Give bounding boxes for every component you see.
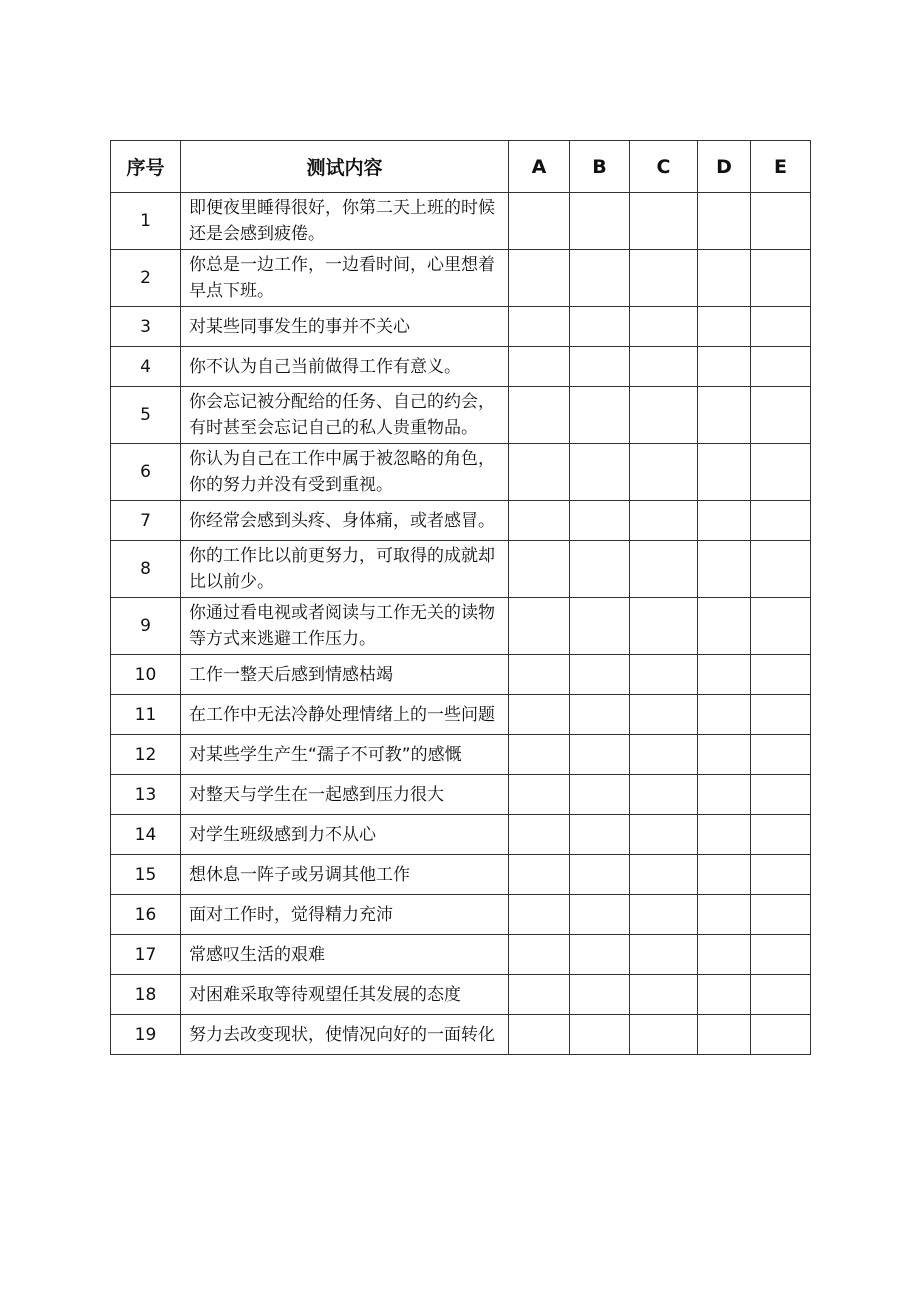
answer-cell-e[interactable]: [751, 975, 811, 1015]
answer-cell-b[interactable]: [570, 501, 630, 541]
row-content: 对某些同事发生的事并不关心: [181, 307, 509, 347]
answer-cell-c[interactable]: [630, 541, 698, 598]
answer-cell-b[interactable]: [570, 695, 630, 735]
answer-cell-a[interactable]: [509, 1015, 570, 1055]
header-option-a: A: [509, 141, 570, 193]
row-content: 努力去改变现状，使情况向好的一面转化: [181, 1015, 509, 1055]
answer-cell-b[interactable]: [570, 1015, 630, 1055]
answer-cell-c[interactable]: [630, 735, 698, 775]
answer-cell-d[interactable]: [698, 193, 751, 250]
answer-cell-c[interactable]: [630, 655, 698, 695]
answer-cell-c[interactable]: [630, 501, 698, 541]
row-number: 15: [111, 855, 181, 895]
answer-cell-d[interactable]: [698, 598, 751, 655]
answer-cell-e[interactable]: [751, 895, 811, 935]
table-row: [111, 250, 811, 307]
answer-cell-c[interactable]: [630, 935, 698, 975]
row-content: 你通过看电视或者阅读与工作无关的读物等方式来逃避工作压力。: [181, 598, 509, 655]
answer-cell-b[interactable]: [570, 815, 630, 855]
table-row: [111, 655, 811, 695]
answer-cell-c[interactable]: [630, 775, 698, 815]
answer-cell-d[interactable]: [698, 735, 751, 775]
row-content: 你总是一边工作，一边看时间，心里想着早点下班。: [181, 250, 509, 307]
answer-cell-b[interactable]: [570, 541, 630, 598]
table-row: [111, 695, 811, 735]
answer-cell-d[interactable]: [698, 307, 751, 347]
answer-cell-d[interactable]: [698, 387, 751, 444]
answer-cell-c[interactable]: [630, 1015, 698, 1055]
row-content: 你的工作比以前更努力，可取得的成就却比以前少。: [181, 541, 509, 598]
row-number: 11: [111, 695, 181, 735]
answer-cell-e[interactable]: [751, 695, 811, 735]
table-row: [111, 541, 811, 598]
answer-cell-e[interactable]: [751, 541, 811, 598]
table-row: [111, 387, 811, 444]
answer-cell-e[interactable]: [751, 855, 811, 895]
row-number: 6: [111, 444, 181, 501]
row-content: 你不认为自己当前做得工作有意义。: [181, 347, 509, 387]
answer-cell-a[interactable]: [509, 193, 570, 250]
row-content: 你会忘记被分配给的任务、自己的约会，有时甚至会忘记自己的私人贵重物品。: [181, 387, 509, 444]
answer-cell-a[interactable]: [509, 815, 570, 855]
answer-cell-c[interactable]: [630, 598, 698, 655]
answer-cell-e[interactable]: [751, 444, 811, 501]
answer-cell-a[interactable]: [509, 541, 570, 598]
answer-cell-e[interactable]: [751, 501, 811, 541]
answer-cell-a[interactable]: [509, 444, 570, 501]
answer-cell-d[interactable]: [698, 935, 751, 975]
survey-table: [110, 140, 811, 1055]
answer-cell-b[interactable]: [570, 655, 630, 695]
answer-cell-c[interactable]: [630, 695, 698, 735]
row-number: 16: [111, 895, 181, 935]
answer-cell-d[interactable]: [698, 347, 751, 387]
row-content: 对困难采取等待观望任其发展的态度: [181, 975, 509, 1015]
answer-cell-d[interactable]: [698, 501, 751, 541]
answer-cell-a[interactable]: [509, 387, 570, 444]
answer-cell-d[interactable]: [698, 541, 751, 598]
answer-cell-b[interactable]: [570, 250, 630, 307]
row-number: 8: [111, 541, 181, 598]
answer-cell-a[interactable]: [509, 347, 570, 387]
row-number: 13: [111, 775, 181, 815]
table-row: [111, 501, 811, 541]
header-option-b: B: [570, 141, 630, 193]
answer-cell-b[interactable]: [570, 193, 630, 250]
answer-cell-e[interactable]: [751, 193, 811, 250]
answer-cell-d[interactable]: [698, 444, 751, 501]
row-number: 19: [111, 1015, 181, 1055]
answer-cell-c[interactable]: [630, 387, 698, 444]
table-row: [111, 735, 811, 775]
header-content: 测试内容: [181, 141, 509, 193]
answer-cell-a[interactable]: [509, 695, 570, 735]
answer-cell-e[interactable]: [751, 735, 811, 775]
table-row: [111, 975, 811, 1015]
answer-cell-a[interactable]: [509, 975, 570, 1015]
row-number: 14: [111, 815, 181, 855]
answer-cell-d[interactable]: [698, 695, 751, 735]
row-number: 17: [111, 935, 181, 975]
answer-cell-b[interactable]: [570, 598, 630, 655]
table-row: [111, 444, 811, 501]
row-content: 对某些学生产生“孺子不可教”的感慨: [181, 735, 509, 775]
answer-cell-a[interactable]: [509, 855, 570, 895]
answer-cell-d[interactable]: [698, 815, 751, 855]
answer-cell-c[interactable]: [630, 307, 698, 347]
answer-cell-b[interactable]: [570, 975, 630, 1015]
row-number: 7: [111, 501, 181, 541]
row-content: 对学生班级感到力不从心: [181, 815, 509, 855]
answer-cell-b[interactable]: [570, 387, 630, 444]
answer-cell-b[interactable]: [570, 855, 630, 895]
header-option-d: D: [698, 141, 751, 193]
answer-cell-e[interactable]: [751, 598, 811, 655]
answer-cell-d[interactable]: [698, 655, 751, 695]
answer-cell-b[interactable]: [570, 347, 630, 387]
answer-cell-b[interactable]: [570, 735, 630, 775]
table-row: [111, 193, 811, 250]
answer-cell-e[interactable]: [751, 347, 811, 387]
answer-cell-c[interactable]: [630, 815, 698, 855]
row-number: 4: [111, 347, 181, 387]
answer-cell-d[interactable]: [698, 1015, 751, 1055]
row-content: 你经常会感到头疼、身体痛，或者感冒。: [181, 501, 509, 541]
answer-cell-a[interactable]: [509, 935, 570, 975]
answer-cell-d[interactable]: [698, 895, 751, 935]
row-number: 10: [111, 655, 181, 695]
answer-cell-d[interactable]: [698, 975, 751, 1015]
row-content: 即便夜里睡得很好，你第二天上班的时候还是会感到疲倦。: [181, 193, 509, 250]
answer-cell-c[interactable]: [630, 193, 698, 250]
answer-cell-e[interactable]: [751, 307, 811, 347]
answer-cell-e[interactable]: [751, 250, 811, 307]
table-row: [111, 347, 811, 387]
answer-cell-a[interactable]: [509, 895, 570, 935]
answer-cell-d[interactable]: [698, 855, 751, 895]
answer-cell-a[interactable]: [509, 250, 570, 307]
table-row: [111, 855, 811, 895]
answer-cell-e[interactable]: [751, 815, 811, 855]
row-number: 5: [111, 387, 181, 444]
answer-cell-a[interactable]: [509, 598, 570, 655]
answer-cell-c[interactable]: [630, 895, 698, 935]
row-number: 3: [111, 307, 181, 347]
answer-cell-a[interactable]: [509, 775, 570, 815]
row-number: 2: [111, 250, 181, 307]
answer-cell-a[interactable]: [509, 655, 570, 695]
table-header-row: [111, 141, 811, 193]
row-content: 想休息一阵子或另调其他工作: [181, 855, 509, 895]
answer-cell-c[interactable]: [630, 347, 698, 387]
answer-cell-a[interactable]: [509, 735, 570, 775]
row-number: 12: [111, 735, 181, 775]
row-content: 你认为自己在工作中属于被忽略的角色，你的努力并没有受到重视。: [181, 444, 509, 501]
row-content: 工作一整天后感到情感枯竭: [181, 655, 509, 695]
row-content: 常感叹生活的艰难: [181, 935, 509, 975]
table-row: [111, 935, 811, 975]
table-row: [111, 895, 811, 935]
answer-cell-b[interactable]: [570, 775, 630, 815]
answer-cell-c[interactable]: [630, 975, 698, 1015]
answer-cell-a[interactable]: [509, 307, 570, 347]
answer-cell-e[interactable]: [751, 775, 811, 815]
header-option-c: C: [630, 141, 698, 193]
answer-cell-e[interactable]: [751, 655, 811, 695]
table-row: [111, 598, 811, 655]
row-number: 9: [111, 598, 181, 655]
answer-cell-e[interactable]: [751, 1015, 811, 1055]
answer-cell-e[interactable]: [751, 387, 811, 444]
header-option-e: E: [751, 141, 811, 193]
table-row: [111, 775, 811, 815]
row-number: 18: [111, 975, 181, 1015]
table-row: [111, 1015, 811, 1055]
answer-cell-d[interactable]: [698, 250, 751, 307]
row-number: 1: [111, 193, 181, 250]
answer-cell-c[interactable]: [630, 444, 698, 501]
answer-cell-c[interactable]: [630, 855, 698, 895]
answer-cell-b[interactable]: [570, 444, 630, 501]
answer-cell-b[interactable]: [570, 935, 630, 975]
header-index: 序号: [111, 141, 181, 193]
table-row: [111, 815, 811, 855]
table-body: [111, 193, 811, 1055]
answer-cell-e[interactable]: [751, 935, 811, 975]
answer-cell-a[interactable]: [509, 501, 570, 541]
row-content: 面对工作时，觉得精力充沛: [181, 895, 509, 935]
answer-cell-b[interactable]: [570, 895, 630, 935]
row-content: 在工作中无法冷静处理情绪上的一些问题: [181, 695, 509, 735]
row-content: 对整天与学生在一起感到压力很大: [181, 775, 509, 815]
answer-cell-b[interactable]: [570, 307, 630, 347]
answer-cell-c[interactable]: [630, 250, 698, 307]
answer-cell-d[interactable]: [698, 775, 751, 815]
table-row: [111, 307, 811, 347]
